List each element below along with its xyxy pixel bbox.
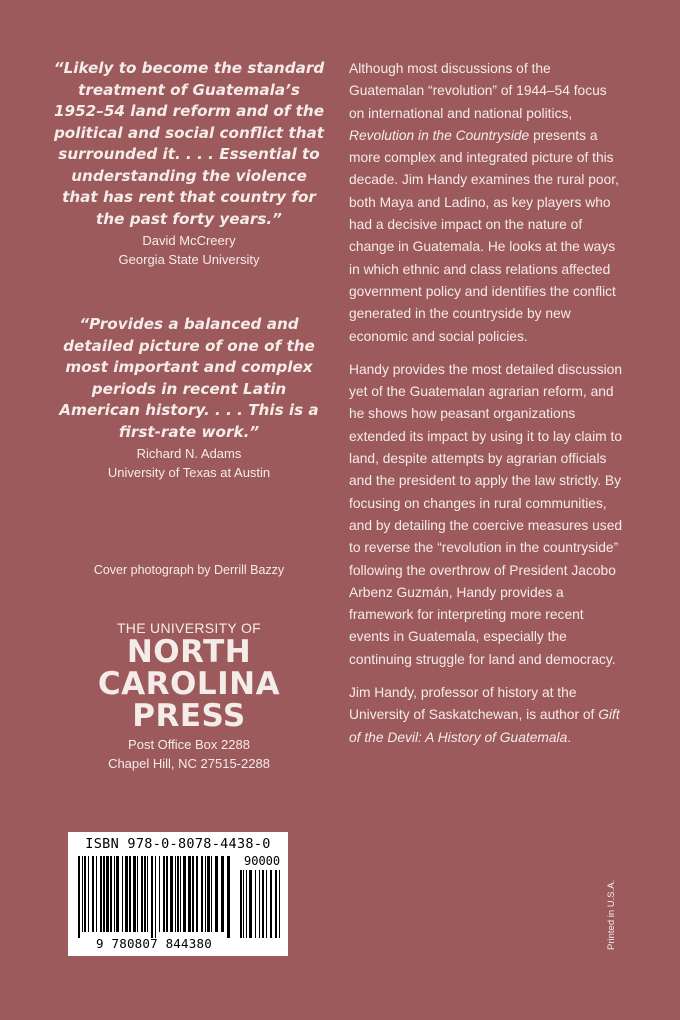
blurb-quote: “Likely to become the standard treatment of Guatemala’s 1952–54 land reform and of the political and social conflict that surrounded it. . . . Essential to understanding the violence that has rent that country for the past forty years.” <box>53 59 325 228</box>
barcode-bar <box>159 856 160 932</box>
barcode-bar <box>270 870 272 938</box>
publisher-logo <box>52 620 326 773</box>
barcode-bar <box>177 856 179 932</box>
barcode-bar <box>266 870 267 938</box>
barcode-bar <box>82 856 83 932</box>
barcode-bar <box>110 856 112 932</box>
barcode-bar <box>122 856 123 932</box>
barcode-bar <box>163 856 165 932</box>
barcode-bar <box>192 856 194 932</box>
barcode-bar <box>78 856 80 938</box>
price-code: 90000 <box>244 854 281 868</box>
barcode-bar <box>227 856 230 938</box>
barcode-bar <box>88 856 89 932</box>
blurb-1 <box>52 58 326 269</box>
barcode-bar <box>103 856 105 932</box>
barcode-bar <box>262 870 264 938</box>
barcode-bar <box>133 856 136 932</box>
barcode-bar <box>180 856 181 932</box>
other-book-title: Gift of the Devil: A History of Guatemala <box>349 707 620 745</box>
isbn-barcode <box>68 832 288 956</box>
barcode-bar <box>106 856 109 932</box>
barcode-bar <box>221 856 224 932</box>
barcode-bar <box>144 856 146 932</box>
photo-credit: Cover photograph by Derrill Bazzy <box>93 563 285 577</box>
barcode-bar <box>205 856 206 932</box>
printed-in-usa: Printed in U.S.A. <box>606 879 617 950</box>
barcode-bar <box>137 856 138 932</box>
blurb-quote: “Provides a balanced and detailed picture of one of the most important and complex periods in recent Latin American history. . . . This is a first-rate work.” <box>59 315 319 441</box>
publisher-the: THE UNIVERSITY OF <box>116 620 262 636</box>
barcode-bar <box>255 870 256 938</box>
left-column <box>52 58 326 771</box>
barcode-bar <box>114 856 115 932</box>
barcode-bar <box>100 856 102 932</box>
barcode-bar <box>166 856 168 932</box>
barcode-bar <box>141 856 143 932</box>
barcode-bar <box>125 856 128 932</box>
blurb-author: David McCreery <box>142 233 236 248</box>
barcode-bar <box>259 870 260 938</box>
barcode-bar <box>279 870 280 938</box>
barcode-bar <box>170 856 173 932</box>
publisher-line-carolina: CAROLINA <box>97 666 281 702</box>
barcode-bar <box>188 856 191 932</box>
barcode-bar <box>243 870 244 938</box>
barcode-bar <box>246 870 247 938</box>
blurb-affiliation: University of Texas at Austin <box>107 464 271 480</box>
barcode-bar <box>240 870 242 938</box>
barcode-bar <box>207 856 210 932</box>
publisher-line-north: NORTH <box>126 634 252 670</box>
publisher-address-1: Post Office Box 2288 <box>128 737 250 752</box>
barcode-bar <box>211 856 212 932</box>
description-text: Although most discussions of the Guatemalan “revolution” of 1944–54 focus on international and national politics, <box>349 61 607 121</box>
description-paragraph-1 <box>349 58 625 348</box>
barcode-bar <box>196 856 198 932</box>
blurb-author: Richard N. Adams <box>136 446 242 461</box>
barcode-bar <box>201 856 203 932</box>
publisher-line-press: PRESS <box>132 698 246 734</box>
description-text: presents a more complex and integrated picture of this decade. Jim Handy examines the rural poor, both Maya and Ladino, as key players who had a decisive impact on the nature of change in Guatemala. He looks at the ways in which ethnic and class relations affected government policy and identifies the conflict generated in the countryside by new economic and social policies. <box>349 127 619 344</box>
barcode-bar <box>155 856 156 938</box>
barcode-bar <box>96 856 97 932</box>
barcode-bar <box>84 856 86 932</box>
barcode-bar <box>129 856 131 932</box>
barcode-bar <box>147 856 148 932</box>
barcode-bar <box>183 856 186 932</box>
isbn-text: ISBN 978-0-8078-4438-0 <box>85 836 271 852</box>
description-paragraph-2: Handy provides the most detailed discussion yet of the Guatemalan agrarian reform, and he shows how peasant organizations extended its impact by using it to lay claim to land, despite attempts by agrarian officials and the president to apply the law strictly. By focusing on changes in rural communities, and by detailing the coercive measures used to reverse the “revolution in the countryside” following the overthrow of President Jacobo Arbenz Guzmán, Handy provides a framework for interpreting more recent events in Guatemala, especially the continuing struggle for land and democracy. <box>349 361 623 667</box>
barcode-bar <box>275 870 277 938</box>
blurb-affiliation: Georgia State University <box>118 251 260 267</box>
bio-text: Jim Handy, professor of history at the University of Saskatchewan, is author of <box>349 685 599 723</box>
barcode-bar <box>92 856 94 932</box>
barcode-number: 9 780807 844380 <box>96 936 212 951</box>
barcode-bar <box>215 856 218 932</box>
barcode-bar <box>249 870 252 938</box>
barcode-bar <box>116 856 119 932</box>
book-title: Revolution in the Countryside <box>349 127 530 143</box>
bio-text: . <box>567 729 572 745</box>
barcode-bar <box>151 856 153 938</box>
blurb-2 <box>52 314 326 482</box>
author-bio <box>349 682 625 749</box>
description <box>349 58 625 760</box>
barcode-bar <box>175 856 176 932</box>
publisher-address-2: Chapel Hill, NC 27515-2288 <box>108 755 270 771</box>
